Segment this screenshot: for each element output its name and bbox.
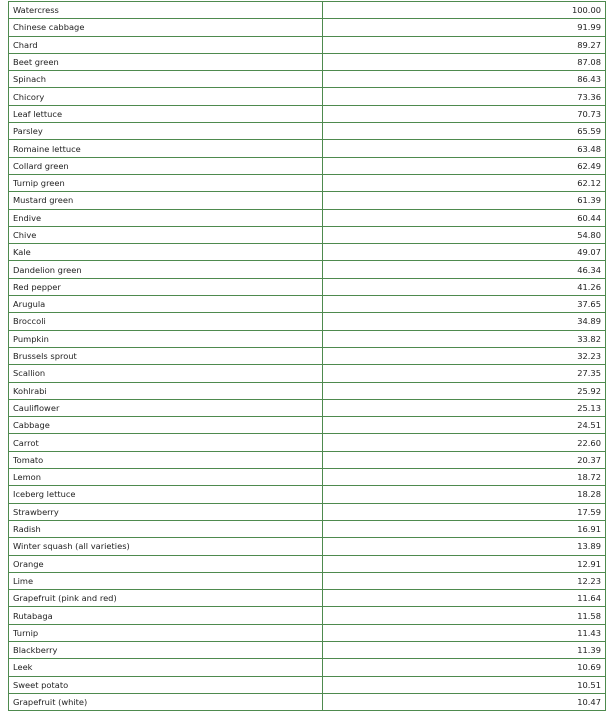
table-row	[9, 19, 606, 36]
table-row	[9, 36, 606, 53]
food-name-cell: Lemon	[9, 469, 323, 486]
score-value-cell: 61.39	[323, 192, 606, 209]
score-value-cell: 16.91	[323, 520, 606, 537]
table-row	[9, 53, 606, 70]
food-name-cell: Cauliflower	[9, 399, 323, 416]
table-row	[9, 313, 606, 330]
score-value-cell: 49.07	[323, 244, 606, 261]
table-row	[9, 520, 606, 537]
food-name-cell: Kale	[9, 244, 323, 261]
score-value-cell: 91.99	[323, 19, 606, 36]
table-row	[9, 88, 606, 105]
table-row	[9, 399, 606, 416]
food-name-cell: Carrot	[9, 434, 323, 451]
score-value-cell: 62.12	[323, 174, 606, 191]
food-name-cell: Pumpkin	[9, 330, 323, 347]
table-row	[9, 123, 606, 140]
score-value-cell: 11.39	[323, 641, 606, 658]
score-value-cell: 10.47	[323, 693, 606, 710]
food-name-cell: Mustard green	[9, 192, 323, 209]
food-name-cell: Winter squash (all varieties)	[9, 538, 323, 555]
table-row	[9, 71, 606, 88]
table-row	[9, 503, 606, 520]
table-row	[9, 209, 606, 226]
food-name-cell: Tomato	[9, 451, 323, 468]
score-value-cell: 22.60	[323, 434, 606, 451]
table-row	[9, 244, 606, 261]
food-name-cell: Chinese cabbage	[9, 19, 323, 36]
table-row	[9, 555, 606, 572]
table-row	[9, 140, 606, 157]
food-name-cell: Rutabaga	[9, 607, 323, 624]
table-row	[9, 174, 606, 191]
table-row	[9, 624, 606, 641]
food-name-cell: Watercress	[9, 2, 323, 19]
score-value-cell: 10.69	[323, 659, 606, 676]
table-row	[9, 538, 606, 555]
food-name-cell: Cabbage	[9, 417, 323, 434]
score-value-cell: 73.36	[323, 88, 606, 105]
food-name-cell: Blackberry	[9, 641, 323, 658]
table-row	[9, 572, 606, 589]
food-name-cell: Turnip green	[9, 174, 323, 191]
score-value-cell: 18.28	[323, 486, 606, 503]
table-row	[9, 693, 606, 710]
table-row	[9, 641, 606, 658]
score-value-cell: 25.13	[323, 399, 606, 416]
table-row	[9, 296, 606, 313]
score-value-cell: 37.65	[323, 296, 606, 313]
score-value-cell: 63.48	[323, 140, 606, 157]
score-value-cell: 17.59	[323, 503, 606, 520]
food-name-cell: Broccoli	[9, 313, 323, 330]
score-value-cell: 10.51	[323, 676, 606, 693]
table-row	[9, 382, 606, 399]
score-value-cell: 20.37	[323, 451, 606, 468]
score-value-cell: 34.89	[323, 313, 606, 330]
table-row	[9, 417, 606, 434]
score-value-cell: 87.08	[323, 53, 606, 70]
score-value-cell: 12.23	[323, 572, 606, 589]
food-name-cell: Chard	[9, 36, 323, 53]
food-name-cell: Endive	[9, 209, 323, 226]
score-value-cell: 41.26	[323, 278, 606, 295]
score-value-cell: 11.58	[323, 607, 606, 624]
score-value-cell: 60.44	[323, 209, 606, 226]
nutrient-score-table	[8, 1, 606, 711]
food-name-cell: Leaf lettuce	[9, 105, 323, 122]
score-value-cell: 65.59	[323, 123, 606, 140]
table-row	[9, 434, 606, 451]
food-name-cell: Sweet potato	[9, 676, 323, 693]
table-row	[9, 365, 606, 382]
score-value-cell: 86.43	[323, 71, 606, 88]
score-value-cell: 12.91	[323, 555, 606, 572]
score-value-cell: 54.80	[323, 226, 606, 243]
food-name-cell: Chive	[9, 226, 323, 243]
score-value-cell: 89.27	[323, 36, 606, 53]
food-name-cell: Dandelion green	[9, 261, 323, 278]
score-value-cell: 70.73	[323, 105, 606, 122]
table-row	[9, 451, 606, 468]
score-value-cell: 24.51	[323, 417, 606, 434]
score-value-cell: 13.89	[323, 538, 606, 555]
score-value-cell: 46.34	[323, 261, 606, 278]
food-name-cell: Grapefruit (pink and red)	[9, 590, 323, 607]
table-row	[9, 607, 606, 624]
table-row	[9, 278, 606, 295]
food-name-cell: Turnip	[9, 624, 323, 641]
score-value-cell: 32.23	[323, 347, 606, 364]
score-value-cell: 33.82	[323, 330, 606, 347]
score-value-cell: 25.92	[323, 382, 606, 399]
food-name-cell: Lime	[9, 572, 323, 589]
table-body	[9, 2, 606, 711]
food-name-cell: Brussels sprout	[9, 347, 323, 364]
score-value-cell: 27.35	[323, 365, 606, 382]
table-row	[9, 261, 606, 278]
food-name-cell: Arugula	[9, 296, 323, 313]
table-row	[9, 590, 606, 607]
food-name-cell: Grapefruit (white)	[9, 693, 323, 710]
table-row	[9, 659, 606, 676]
food-name-cell: Orange	[9, 555, 323, 572]
food-name-cell: Parsley	[9, 123, 323, 140]
score-value-cell: 100.00	[323, 2, 606, 19]
food-name-cell: Iceberg lettuce	[9, 486, 323, 503]
food-name-cell: Chicory	[9, 88, 323, 105]
food-name-cell: Leek	[9, 659, 323, 676]
score-value-cell: 11.64	[323, 590, 606, 607]
food-name-cell: Red pepper	[9, 278, 323, 295]
score-value-cell: 11.43	[323, 624, 606, 641]
table-row	[9, 2, 606, 19]
table-row	[9, 157, 606, 174]
table-row	[9, 226, 606, 243]
food-name-cell: Romaine lettuce	[9, 140, 323, 157]
food-name-cell: Radish	[9, 520, 323, 537]
food-name-cell: Collard green	[9, 157, 323, 174]
table-row	[9, 676, 606, 693]
score-value-cell: 18.72	[323, 469, 606, 486]
food-name-cell: Strawberry	[9, 503, 323, 520]
table-row	[9, 486, 606, 503]
food-name-cell: Spinach	[9, 71, 323, 88]
food-name-cell: Kohlrabi	[9, 382, 323, 399]
table-row	[9, 330, 606, 347]
table-row	[9, 192, 606, 209]
table-row	[9, 347, 606, 364]
table-row	[9, 469, 606, 486]
score-value-cell: 62.49	[323, 157, 606, 174]
table-row	[9, 105, 606, 122]
food-name-cell: Beet green	[9, 53, 323, 70]
food-name-cell: Scallion	[9, 365, 323, 382]
